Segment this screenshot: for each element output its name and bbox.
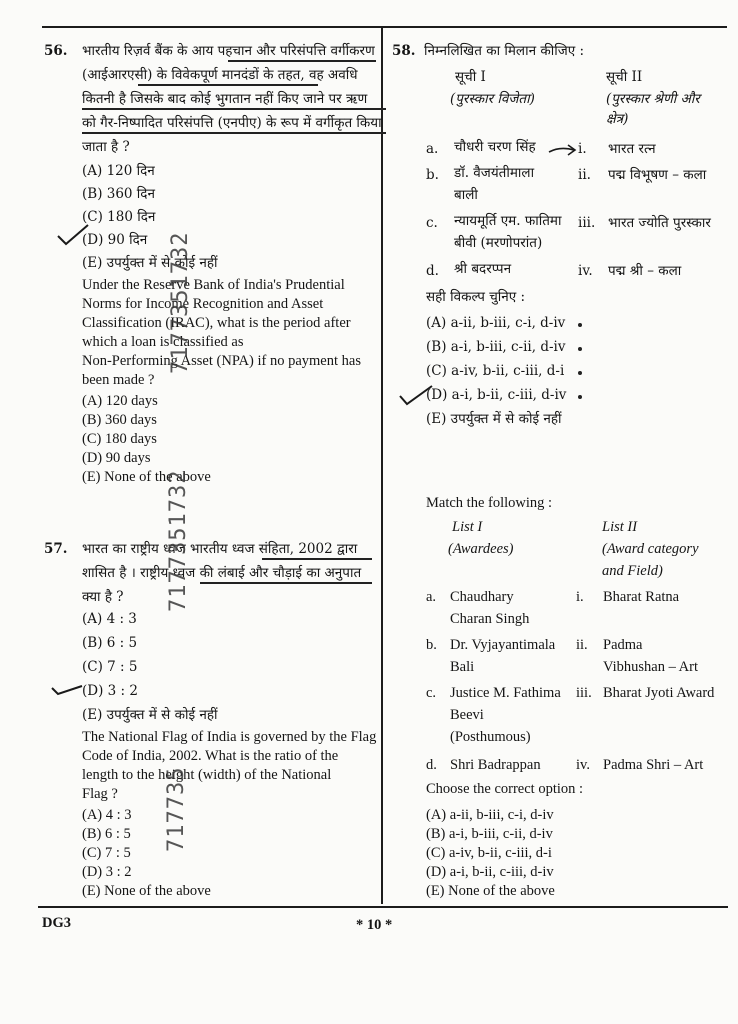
q56-english-option-a: (A) 120 days <box>82 393 158 409</box>
q58-english-row-a-left-1: Chaudhary <box>450 589 514 605</box>
watermark-number-top: 7177351732 <box>168 231 193 374</box>
q58-english-list2-sub2: and Field) <box>602 563 663 579</box>
q58-english-row-a-label: a. <box>426 589 437 605</box>
q58-english-list1-head: List I <box>452 519 483 535</box>
q57-answer-tick-icon <box>50 676 84 700</box>
q58-hindi-row-d-roman: iv. <box>578 263 593 279</box>
q56-underline-1 <box>228 60 376 62</box>
q58-answer-tick-icon <box>398 382 434 408</box>
q56-english-line-6: been made ? <box>82 372 155 388</box>
watermark-number-bottom: 717735 <box>164 766 189 852</box>
q58-hindi-row-a-label: a. <box>426 141 439 157</box>
q58-english-row-b-label: b. <box>426 637 437 653</box>
q57-english-option-c: (C) 7 : 5 <box>82 845 131 861</box>
q56-hindi-line-2: (आईआरएसी) के विवेकपूर्ण मानदंडों के तहत, वह अवधि <box>82 67 358 83</box>
q56-hindi-line-5: जाता है ? <box>82 139 130 155</box>
q57-hindi-option-e: (E) उपर्युक्त में से कोई नहीं <box>82 707 218 723</box>
q57-number: 57. <box>44 541 68 557</box>
q57-english-option-a: (A) 4 : 3 <box>82 807 132 823</box>
q58-english-list2-sub1: (Award category <box>602 541 699 557</box>
q57-hindi-option-c: (C) 7 : 5 <box>82 659 138 675</box>
q57-english-option-e: (E) None of the above <box>82 883 211 899</box>
q58-english-row-c-left-3: (Posthumous) <box>450 729 531 745</box>
q58-number: 58. <box>392 43 416 59</box>
q57-english-line-2: Code of India, 2002. What is the ratio of the <box>82 748 339 764</box>
q56-english-option-b: (B) 360 days <box>82 412 157 428</box>
q58-english-list1-sub: (Awardees) <box>448 541 514 557</box>
q58-hindi-list2-sub1: (पुरस्कार श्रेणी और <box>606 91 700 107</box>
q56-hindi-option-d: (D) 90 दिन <box>82 232 148 248</box>
q58-english-row-d-label: d. <box>426 757 437 773</box>
q58-english-row-c-roman: iii. <box>576 685 592 701</box>
q58-hindi-row-d-right: पद्म श्री – कला <box>608 263 682 279</box>
q57-hindi-line-3: क्या है ? <box>82 589 124 605</box>
q58-hindi-row-a-right: भारत रत्न <box>608 141 656 157</box>
q58-mark-dot-b <box>578 347 582 351</box>
q58-hindi-row-b-right: पद्म विभूषण – कला <box>608 167 707 183</box>
q58-hindi-row-b-left-2: बाली <box>454 187 478 203</box>
q56-english-option-c: (C) 180 days <box>82 431 157 447</box>
watermark-number-middle: 7177351732 <box>166 469 191 612</box>
q58-english-row-d-right-1: Padma Shri – Art <box>603 757 704 773</box>
q58-english-row-c-right-1: Bharat Jyoti Award <box>603 685 715 701</box>
q58-english-row-b-roman: ii. <box>576 637 588 653</box>
q57-hindi-option-a: (A) 4 : 3 <box>82 611 137 627</box>
q58-english-title: Match the following : <box>426 495 553 511</box>
q57-english-option-d: (D) 3 : 2 <box>82 864 132 880</box>
q57-hindi-option-d: (D) 3 : 2 <box>82 683 138 699</box>
q58-english-row-b-left-2: Bali <box>450 659 475 675</box>
q56-english-line-3: Classification (IRAC), what is the period after <box>82 315 351 331</box>
q56-english-option-d: (D) 90 days <box>82 450 151 466</box>
q56-underline-4 <box>82 132 386 134</box>
q58-hindi-row-a-left: चौधरी चरण सिंह <box>454 139 536 155</box>
q58-english-row-c-left-2: Beevi <box>450 707 484 723</box>
footer-code: DG3 <box>42 915 71 931</box>
q58-english-row-b-right-1: Padma <box>603 637 643 653</box>
q58-english-choose: Choose the correct option : <box>426 781 584 797</box>
q58-hindi-row-c-left-1: न्यायमूर्ति एम. फातिमा <box>454 213 562 229</box>
q56-underline-3 <box>82 108 386 110</box>
q56-underline-2 <box>138 84 318 86</box>
q58-english-option-d: (D) a-i, b-ii, c-iii, d-iv <box>426 864 554 880</box>
q56-hindi-option-e: (E) उपर्युक्त में से कोई नहीं <box>82 255 218 271</box>
q57-hindi-line-1: भारत का राष्ट्रीय ध्वज भारतीय ध्वज संहिता, 2002 द्वारा <box>82 541 358 557</box>
q58-english-row-c-left-1: Justice M. Fathima <box>450 685 561 701</box>
q56-english-line-2: Norms for Income Recognition and Asset <box>82 296 324 312</box>
q58-hindi-list2-head: सूची II <box>606 69 643 85</box>
q58-hindi-option-d: (D) a-i, b-ii, c-iii, d-iv <box>426 387 567 403</box>
q58-hindi-row-c-left-2: बीवी (मरणोपरांत) <box>454 235 543 251</box>
q58-hindi-row-b-roman: ii. <box>578 167 591 183</box>
q56-hindi-option-b: (B) 360 दिन <box>82 186 155 202</box>
q58-hindi-row-a-roman: i. <box>578 141 587 157</box>
q58-english-row-b-right-2: Vibhushan – Art <box>603 659 698 675</box>
column-divider <box>381 28 383 904</box>
q58-english-row-d-roman: iv. <box>576 757 590 773</box>
q58-english-row-c-label: c. <box>426 685 437 701</box>
q58-hindi-list1-head: सूची I <box>455 69 486 85</box>
q57-english-option-b: (B) 6 : 5 <box>82 826 131 842</box>
q58-hindi-row-c-label: c. <box>426 215 438 231</box>
q56-english-line-1: Under the Reserve Bank of India's Prudential <box>82 277 345 293</box>
q57-hindi-option-b: (B) 6 : 5 <box>82 635 138 651</box>
q57-underline-2 <box>200 582 372 584</box>
q58-mark-dot-d <box>578 395 582 399</box>
q56-english-line-5: Non-Performing Asset (NPA) if no payment has <box>82 353 361 369</box>
q58-english-row-d-left-1: Shri Badrappan <box>450 757 541 773</box>
q56-hindi-option-c: (C) 180 दिन <box>82 209 156 225</box>
q58-english-option-c: (C) a-iv, b-ii, c-iii, d-i <box>426 845 552 861</box>
q57-english-line-1: The National Flag of India is governed by the Flag <box>82 729 377 745</box>
q58-english-row-b-left-1: Dr. Vyjayantimala <box>450 637 556 653</box>
q58-hindi-row-d-left: श्री बदरप्पन <box>454 261 512 277</box>
q58-hindi-list2-sub2: क्षेत्र) <box>606 111 629 127</box>
q58-mark-dot-c <box>578 371 582 375</box>
q56-english-option-e: (E) None of the above <box>82 469 211 485</box>
footer-page-number: * 10 * <box>356 917 393 933</box>
q58-english-option-e: (E) None of the above <box>426 883 555 899</box>
q58-english-row-a-right-1: Bharat Ratna <box>603 589 680 605</box>
q57-hindi-line-2: शासित है । राष्ट्रीय ध्वज की लंबाई और चौड़ाई का अनुपात <box>82 565 362 581</box>
q56-english-line-4: which a loan is classified as <box>82 334 244 350</box>
q56-hindi-line-1: भारतीय रिज़र्व बैंक के आय पहचान और परिसंपत्ति वर्गीकरण <box>82 43 375 59</box>
q58-hindi-row-c-roman: iii. <box>578 215 596 231</box>
q58-english-list2-head: List II <box>602 519 638 535</box>
q58-hindi-row-d-label: d. <box>426 263 439 279</box>
q56-hindi-line-4: को गैर-निष्पादित परिसंपत्ति (एनपीए) के रूप में वर्गीकृत किया <box>82 115 382 131</box>
q58-mark-dot-a <box>578 323 582 327</box>
q58-hindi-option-b: (B) a-i, b-iii, c-ii, d-iv <box>426 339 566 355</box>
q57-underline-1 <box>262 558 372 560</box>
q58-hindi-choose: सही विकल्प चुनिए : <box>426 289 526 305</box>
q56-hindi-option-a: (A) 120 दिन <box>82 163 155 179</box>
q58-hindi-row-c-right: भारत ज्योति पुरस्कार <box>608 215 711 231</box>
q56-hindi-line-3: कितनी है जिसके बाद कोई भुगतान नहीं किए जाने पर ऋण <box>82 91 368 107</box>
q58-hindi-option-a: (A) a-ii, b-iii, c-i, d-iv <box>426 315 566 331</box>
q57-english-line-4: Flag ? <box>82 786 118 802</box>
top-rule <box>42 26 727 28</box>
q58-hindi-row-b-left-1: डॉ. वैजयंतीमाला <box>454 165 535 181</box>
q58-english-row-a-left-2: Charan Singh <box>450 611 530 627</box>
q58-hindi-option-e: (E) उपर्युक्त में से कोई नहीं <box>426 411 562 427</box>
q58-english-option-b: (B) a-i, b-iii, c-ii, d-iv <box>426 826 553 842</box>
q58-hindi-title: निम्नलिखित का मिलान कीजिए : <box>424 43 585 59</box>
q58-arrow-icon <box>548 142 578 158</box>
q56-number: 56. <box>44 43 68 59</box>
q58-english-option-a: (A) a-ii, b-iii, c-i, d-iv <box>426 807 554 823</box>
q58-english-row-a-roman: i. <box>576 589 584 605</box>
q57-english-line-3: length to the height (width) of the National <box>82 767 332 783</box>
q58-hindi-row-b-label: b. <box>426 167 439 183</box>
q56-answer-tick-icon <box>56 222 90 248</box>
q58-hindi-option-c: (C) a-iv, b-ii, c-iii, d-i <box>426 363 565 379</box>
bottom-rule <box>38 906 728 908</box>
q58-hindi-list1-sub: (पुरस्कार विजेता) <box>450 91 535 107</box>
